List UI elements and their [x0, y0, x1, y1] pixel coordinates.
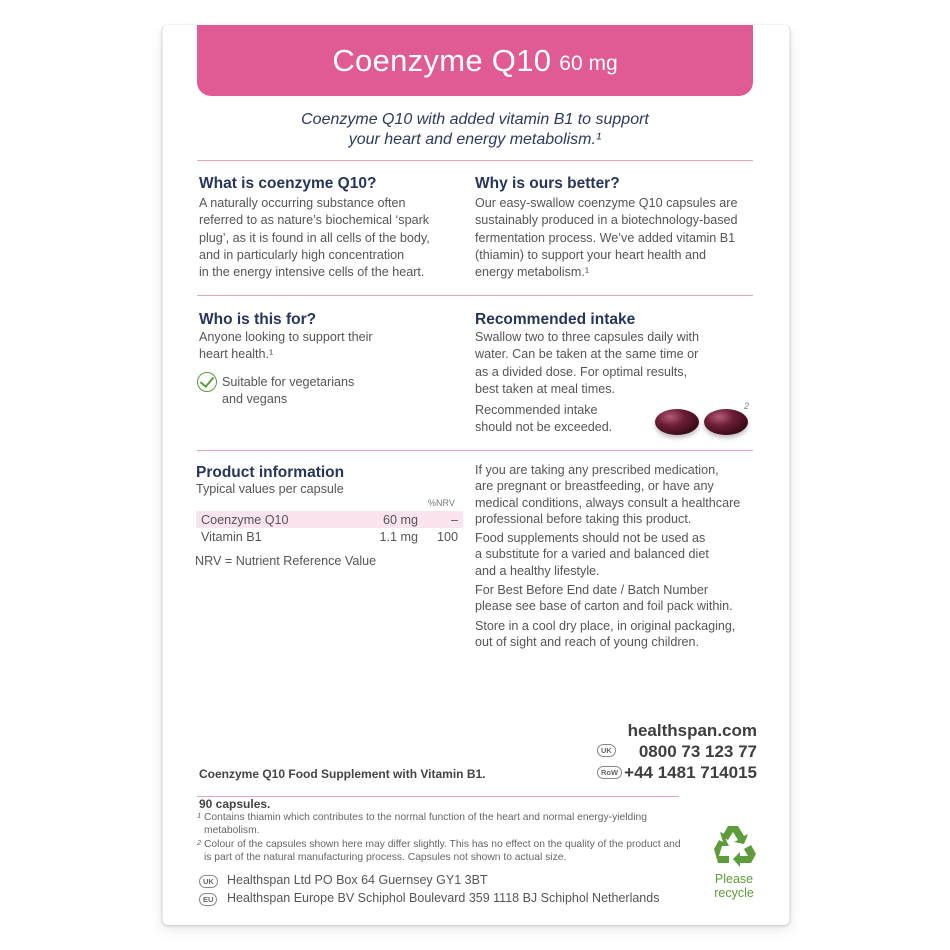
- check-circle-icon: [197, 372, 217, 392]
- intro-line-2: your heart and energy metabolism.¹: [348, 131, 602, 148]
- nutrient-nrv: 100: [436, 529, 458, 544]
- what-body: A naturally occurring substance often referred to as nature’s biochemical ‘spark plug’, as it is found in all cells of the body, and in particularly high concentration in the energy intensive cells of the heart.: [199, 196, 430, 280]
- uk-badge: UK: [597, 744, 616, 757]
- nrv-column-header: %NRV: [428, 498, 455, 508]
- nutrient-name: Coenzyme Q10: [196, 511, 348, 528]
- nutrient-value: 1.1 mg: [379, 529, 418, 544]
- divider: [197, 796, 679, 797]
- vegetarian-note: Suitable for vegetarians and vegans: [222, 375, 355, 407]
- why-body: Our easy-swallow coenzyme Q10 capsules are sustainably produced in a biotechnology-based fermentation process. We’ve added vitamin B1 (thiamin) to support your heart health and energy metabolism.¹: [475, 196, 738, 280]
- product-dose: 60 mg: [559, 51, 618, 75]
- product-info-sub: Typical values per capsule: [196, 482, 344, 496]
- supplement-advice: Food supplements should not be used as a substitute for a varied and balanced diet and a healthy lifestyle.: [475, 531, 709, 578]
- product-info-heading: Product information: [196, 464, 345, 481]
- divider: [197, 160, 753, 161]
- footnote-2-mark: 2: [197, 838, 202, 847]
- product-description-line-1: Coenzyme Q10 Food Supplement with Vitamin B1.: [199, 767, 486, 781]
- what-heading: What is coenzyme Q10?: [199, 175, 377, 192]
- website-link[interactable]: healthspan.com: [627, 721, 757, 740]
- intro-line-1: Coenzyme Q10 with added vitamin B1 to support: [301, 111, 649, 128]
- storage-note: Store in a cool dry place, in original packaging, out of sight and reach of young children.: [475, 619, 736, 650]
- who-heading: Who is this for?: [199, 311, 317, 328]
- eu-address: Healthspan Europe BV Schiphol Boulevard 359 1118 BJ Schiphol Netherlands: [227, 891, 660, 905]
- medication-advice: If you are taking any prescribed medication, are pregnant or breastfeeding, or have any medical conditions, always consult a healthcare professional before taking this product.: [475, 463, 741, 526]
- nutrition-table: [196, 511, 463, 545]
- intake-warning: Recommended intake should not be exceeded.: [475, 403, 613, 435]
- recycle-label: Please recycle: [714, 872, 754, 900]
- title-banner: [197, 25, 753, 96]
- footnote-1: [197, 811, 684, 837]
- uk-address: Healthspan Ltd PO Box 64 Guernsey GY1 3BT: [227, 873, 488, 887]
- divider: [197, 450, 753, 451]
- product-description-line-2: 90 capsules.: [199, 797, 271, 811]
- footnote-1-text: Contains thiamin which contributes to the normal function of the heart and normal energy-yielding metabolism.: [204, 812, 648, 836]
- intro-tagline: [197, 110, 753, 150]
- divider: [197, 295, 753, 296]
- nutrient-name: Vitamin B1: [201, 529, 262, 544]
- nutrient-nrv: –: [423, 511, 463, 528]
- table-row: [196, 528, 463, 545]
- product-title: Coenzyme Q10: [332, 42, 552, 78]
- recycle-icon: [711, 823, 757, 867]
- best-before-note: For Best Before End date / Batch Number please see base of carton and foil pack within.: [475, 583, 733, 614]
- intake-body: Swallow two to three capsules daily with water. Can be taken at the same time or as a divided dose. For optimal results, best taken at meal times.: [475, 330, 699, 396]
- row-badge: RoW: [597, 766, 622, 779]
- capsule-footnote-mark: 2: [744, 401, 750, 411]
- who-body: Anyone looking to support their heart health.¹: [199, 330, 373, 362]
- capsule-image: [655, 409, 699, 435]
- footnote-1-mark: 1: [197, 811, 202, 820]
- eu-address-badge: EU: [199, 893, 217, 906]
- uk-phone[interactable]: 0800 73 123 77: [638, 742, 757, 761]
- table-row: [196, 511, 463, 528]
- uk-address-badge: UK: [199, 875, 218, 888]
- footnote-2: [197, 838, 684, 864]
- nrv-note: NRV = Nutrient Reference Value: [195, 554, 377, 568]
- nutrient-value: 60 mg: [348, 511, 423, 528]
- why-heading: Why is ours better?: [475, 175, 620, 192]
- intake-heading: Recommended intake: [475, 311, 636, 328]
- row-phone[interactable]: +44 1481 714015: [624, 763, 757, 782]
- footnote-2-text: Colour of the capsules shown here may differ slightly. This has no effect on the quality of the product and is part of the natural manufacturing process. Capsules not shown to actual size.: [204, 839, 681, 863]
- capsule-image: [704, 409, 748, 435]
